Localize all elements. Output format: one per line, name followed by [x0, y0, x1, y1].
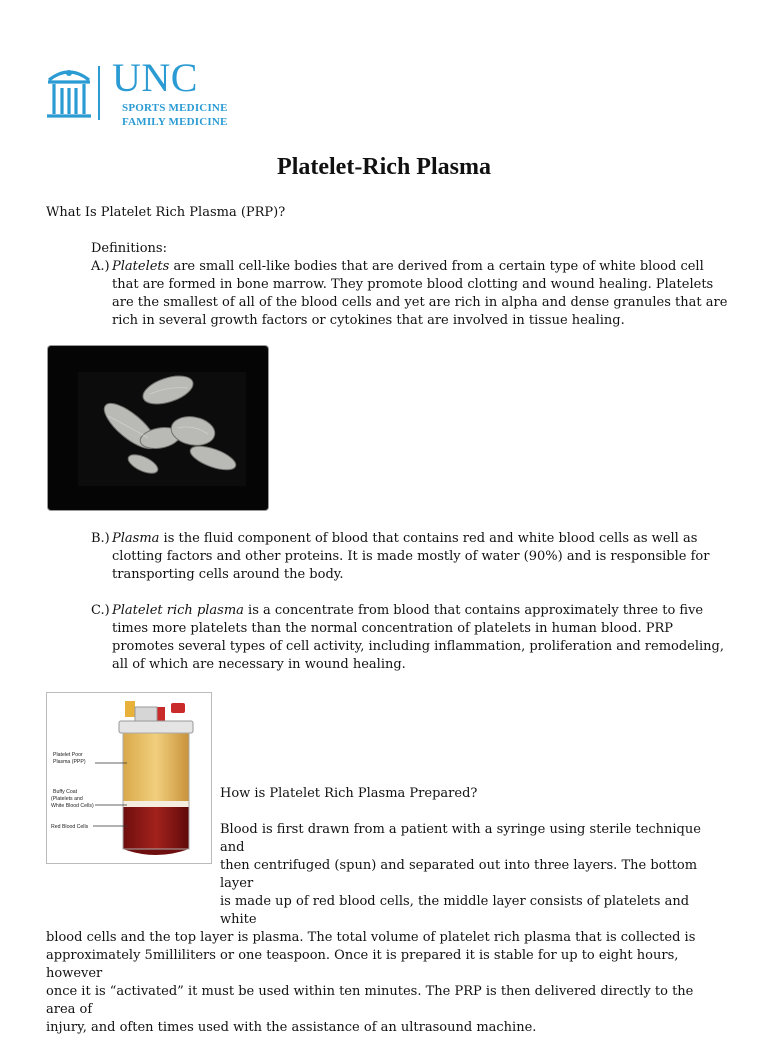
prep-line: injury, and often times used with the assistance of an ultrasound machine.: [46, 1020, 537, 1035]
preparation-paragraph: [46, 821, 722, 1037]
tube-label-buffy-line3: White Blood Cells): [51, 803, 94, 809]
tube-label-buffy-line1: Buffy Coat: [53, 789, 78, 795]
logo-divider: [98, 66, 100, 120]
prep-line: then centrifuged (spun) and separated out into three layers. The bottom layer: [220, 858, 698, 891]
tube-label-rbc: Red Blood Cells: [51, 824, 89, 830]
page-title: Platelet-Rich Plasma: [277, 154, 491, 180]
tube-label-buffy-line2: (Platelets and: [51, 796, 83, 802]
definition-term: Platelet rich plasma: [112, 603, 244, 618]
definition-item-platelets: [91, 258, 731, 330]
prep-line: blood cells and the top layer is plasma. The total volume of platelet rich plasma that is collected is: [46, 930, 696, 945]
prep-line: is made up of red blood cells, the middle layer consists of platelets and white: [220, 894, 690, 927]
tube-label-ppp-line1: Platelet Poor: [53, 752, 83, 758]
logo-subtitle-sports: SPORTS MEDICINE: [122, 102, 228, 114]
definition-text: is a concentrate from blood that contains approximately three to five times more platelets than the normal concentration of platelets in human blood. PRP promotes several types of cell activity, including inflammation, proliferation and remodeling, all of which are necessary in wound healing.: [112, 603, 725, 672]
question-what-is-prp: What Is Platelet Rich Plasma (PRP)?: [46, 205, 286, 220]
prep-line: Blood is first drawn from a patient with a syringe using sterile technique and: [220, 822, 701, 855]
prep-line: once it is “activated” it must be used within ten minutes. The PRP is then delivered directly to the area of: [46, 984, 694, 1017]
definition-marker: B.): [91, 531, 110, 546]
logo-subtitle-family: FAMILY MEDICINE: [122, 116, 228, 128]
question-how-prepared: How is Platelet Rich Plasma Prepared?: [220, 786, 478, 801]
definition-item-prp: [91, 602, 731, 674]
definition-marker: C.): [91, 603, 110, 618]
unc-old-well-logo-icon: [44, 62, 94, 120]
definition-text: are small cell-like bodies that are derived from a certain type of white blood cell that are formed in bone marrow. They promote blood clotting and wound healing. Platelets are the smallest of all of the blood cells and yet are rich in alpha and dense granules that are rich in several growth factors or cytokines that are involved in tissue healing.: [112, 259, 728, 328]
definition-term: Plasma: [112, 531, 160, 546]
definitions-label: Definitions:: [91, 241, 167, 256]
definition-text: is the fluid component of blood that contains red and white blood cells as well as clotting factors and other proteins. It is made mostly of water (90%) and is responsible for transporting cells around the body.: [112, 531, 710, 582]
tube-label-ppp-line2: Plasma (PPP): [53, 759, 86, 765]
definition-marker: A.): [91, 259, 110, 274]
definition-item-plasma: [91, 530, 731, 584]
prep-line: approximately 5milliliters or one teaspoon. Once it is prepared it is stable for up to eight hours, however: [46, 948, 679, 981]
definition-term: Platelets: [112, 259, 170, 274]
platelet-micrograph-image: [48, 346, 268, 510]
logo-wordmark: UNC: [112, 55, 198, 100]
